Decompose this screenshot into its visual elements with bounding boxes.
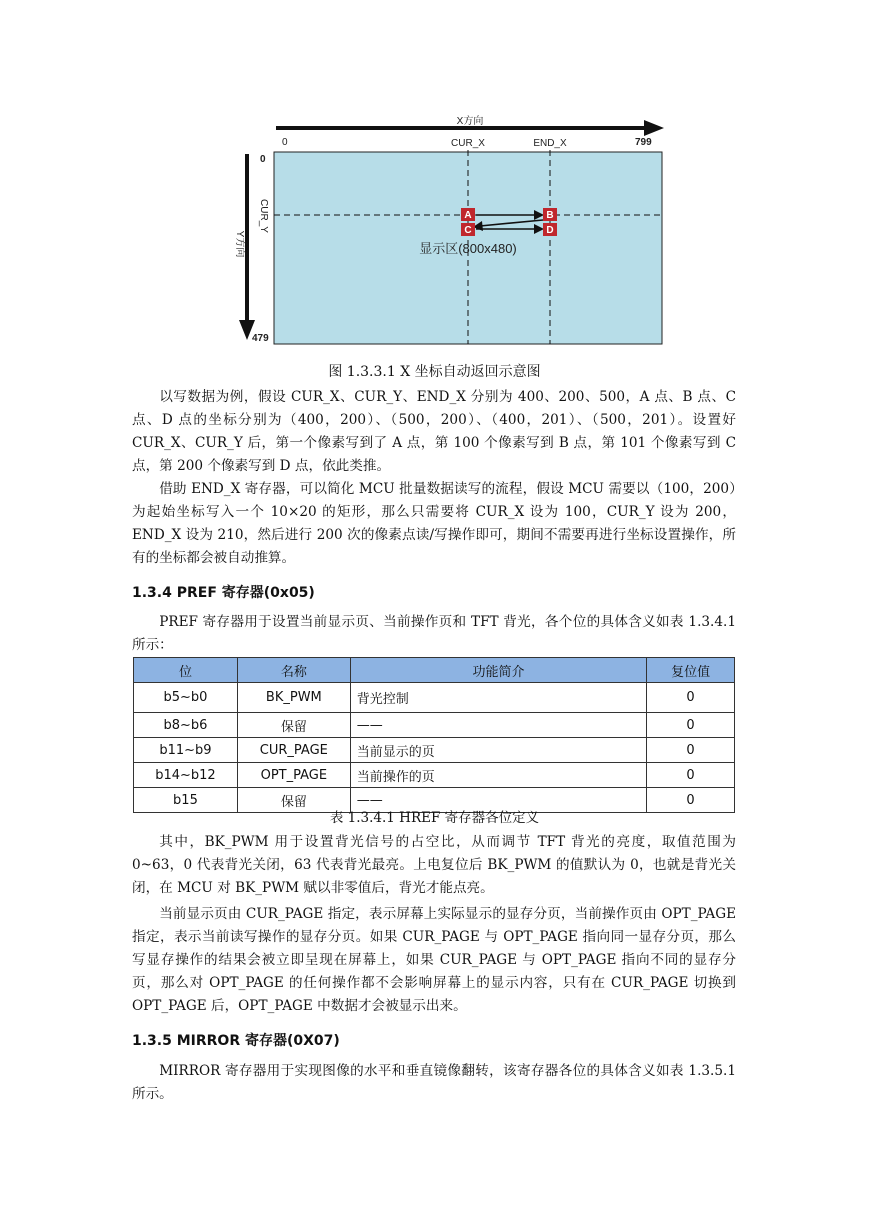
table-cell: b15 bbox=[134, 788, 238, 813]
table-header-row bbox=[134, 658, 735, 683]
display-area-label: 显示区(800x480) bbox=[419, 241, 517, 256]
x-start-label: 0 bbox=[282, 137, 288, 148]
y-end-label: 479 bbox=[252, 333, 269, 344]
table-caption: 表 1.3.4.1 HREF 寄存器各位定义 bbox=[329, 810, 540, 826]
section-heading-mirror: 1.3.5 MIRROR 寄存器(0X07) bbox=[132, 1033, 340, 1049]
table-cell: 0 bbox=[647, 738, 735, 763]
table-cell: 背光控制 bbox=[350, 683, 646, 713]
table-header-cell: 位 bbox=[134, 658, 238, 683]
table-row bbox=[134, 738, 735, 763]
x-direction-label: X方向 bbox=[456, 116, 484, 127]
table-cell: OPT_PAGE bbox=[237, 763, 350, 788]
x-end-label: 799 bbox=[635, 137, 652, 148]
y-start-label: 0 bbox=[260, 154, 266, 165]
table-cell: —— bbox=[350, 713, 646, 738]
table-cell: 0 bbox=[647, 788, 735, 813]
point-b-label: B bbox=[546, 210, 554, 221]
table-cell: 0 bbox=[647, 763, 735, 788]
x-axis-arrowhead bbox=[644, 120, 664, 136]
table-cell: b5~b0 bbox=[134, 683, 238, 713]
paragraph-pref-intro: PREF 寄存器用于设置当前显示页、当前操作页和 TFT 背光，各个位的具体含义如表 1.3.4.1 所示： bbox=[132, 614, 736, 653]
table-row bbox=[134, 683, 735, 713]
table-cell: 保留 bbox=[237, 788, 350, 813]
table-cell: 当前显示的页 bbox=[350, 738, 646, 763]
point-d-label: D bbox=[546, 225, 554, 236]
coordinate-diagram bbox=[230, 112, 680, 352]
table-cell: b8~b6 bbox=[134, 713, 238, 738]
table-cell: —— bbox=[350, 788, 646, 813]
table-row bbox=[134, 713, 735, 738]
y-direction-label: Y方向 bbox=[234, 230, 245, 258]
paragraph-bk-pwm: 其中，BK_PWM 用于设置背光信号的占空比，从而调节 TFT 背光的亮度，取值范围为 0~63，0 代表背光关闭，63 代表背光最亮。上电复位后 BK_PWM 的值默认为 0，也就是背光关闭，在 MCU 对 BK_PWM 赋以非零值后，背光才能点亮。 bbox=[132, 834, 736, 896]
table-header-cell: 功能简介 bbox=[350, 658, 646, 683]
paragraph-end-x: 借助 END_X 寄存器，可以简化 MCU 批量数据读写的流程，假设 MCU 需要以（100，200）为起始坐标写入一个 10×20 的矩形，那么只需要将 CUR_X 设为 100，CUR_Y 设为 200，END_X 设为 210，然后进行 200 次的像素点读/写操作即可，期间不需要再进行坐标设置操作，所有的坐标都会被自动推算。 bbox=[132, 481, 736, 566]
figure-caption: 图 1.3.3.1 X 坐标自动返回示意图 bbox=[328, 364, 541, 380]
table-row bbox=[134, 763, 735, 788]
end-x-label: END_X bbox=[533, 138, 567, 149]
cur-y-label: CUR_Y bbox=[258, 199, 269, 233]
paragraph-mirror-intro: MIRROR 寄存器用于实现图像的水平和垂直镜像翻转，该寄存器各位的具体含义如表 1.3.5.1 所示。 bbox=[132, 1063, 736, 1102]
table-cell: CUR_PAGE bbox=[237, 738, 350, 763]
table-cell: 保留 bbox=[237, 713, 350, 738]
cur-x-label: CUR_X bbox=[451, 138, 485, 149]
section-heading-pref: 1.3.4 PREF 寄存器(0x05) bbox=[132, 585, 315, 601]
paragraph-example: 以写数据为例，假设 CUR_X、CUR_Y、END_X 分别为 400、200、500，A 点、B 点、C 点、D 点的坐标分别为（400，200）、（500，200）、（400，201）、（500，201）。设置好 CUR_X、CUR_Y 后，第一个像素写到了 A 点，第 100 个像素写到 B 点，第 101 个像素写到 C 点，第 200 个像素写到 D 点，依此类推。 bbox=[132, 389, 736, 474]
table-cell: 0 bbox=[647, 713, 735, 738]
table-header-cell: 复位值 bbox=[647, 658, 735, 683]
table-cell: 0 bbox=[647, 683, 735, 713]
table-cell: 当前操作的页 bbox=[350, 763, 646, 788]
point-c-label: C bbox=[464, 225, 472, 236]
table-header-cell: 名称 bbox=[237, 658, 350, 683]
table-cell: BK_PWM bbox=[237, 683, 350, 713]
paragraph-page: 当前显示页由 CUR_PAGE 指定，表示屏幕上实际显示的显存分页，当前操作页由 OPT_PAGE 指定，表示当前读写操作的显存分页。如果 CUR_PAGE 与 OPT_PAGE 指向同一显存分页，那么写显存操作的结果会被立即呈现在屏幕上，如果 CUR_PAGE 与 OPT_PAGE 指向不同的显存分页，那么对 OPT_PAGE 的任何操作都不会影响屏幕上的显示内容，只有在 CUR_PAGE 切换到 OPT_PAGE 后，OPT_PAGE 中数据才会被显示出来。 bbox=[132, 906, 736, 1014]
pref-register-table bbox=[133, 657, 735, 813]
table-cell: b11~b9 bbox=[134, 738, 238, 763]
table-cell: b14~b12 bbox=[134, 763, 238, 788]
point-a-label: A bbox=[464, 210, 472, 221]
